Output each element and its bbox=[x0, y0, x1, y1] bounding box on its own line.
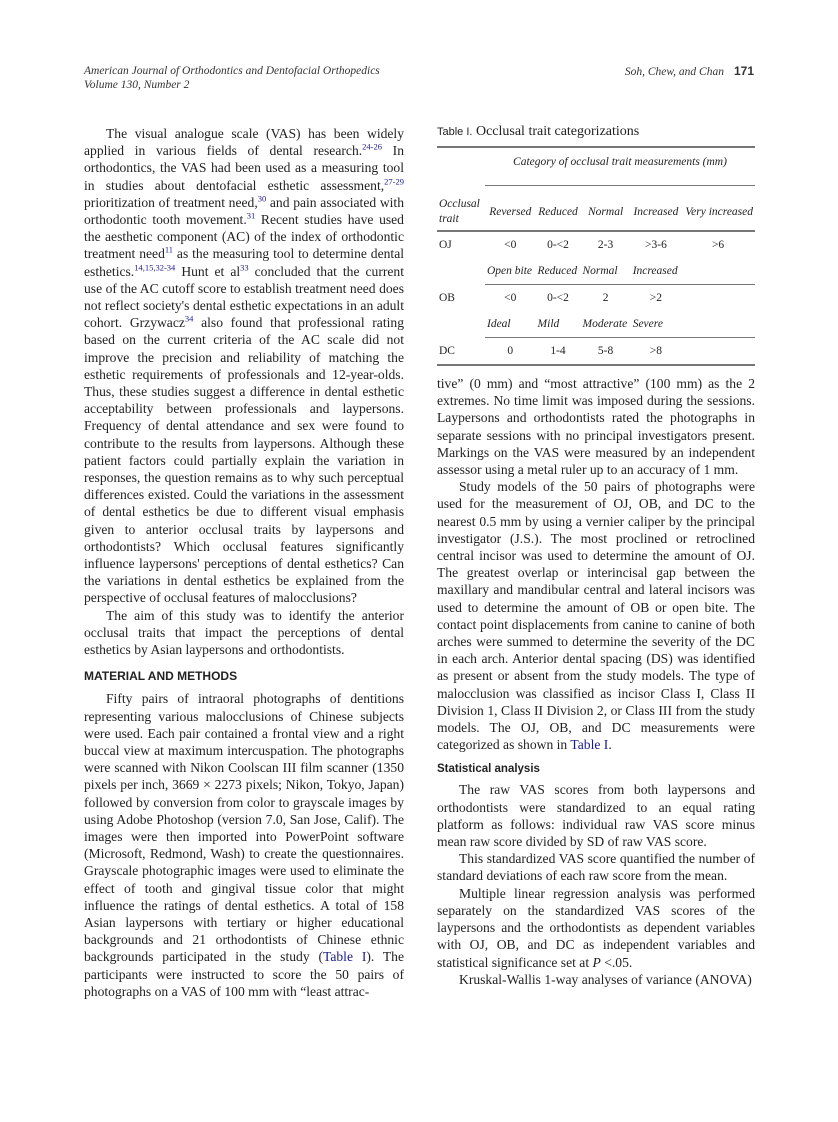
paragraph bbox=[437, 885, 755, 971]
row-header: Occlusal trait bbox=[439, 198, 480, 225]
text: The visual analogue scale (VAS) has been widely applied in various fields of dental research. bbox=[84, 126, 404, 159]
column-header: Very increased bbox=[685, 205, 753, 218]
text: Multiple linear regression analysis was performed separately on the standardized VAS scores of the laypersons and the orthodontists as dependent variables with OJ, OB, and DC as independent variables and statistical significance set at bbox=[437, 885, 755, 970]
trait-cell: OJ bbox=[439, 239, 452, 251]
table-cell: 1-4 bbox=[550, 345, 566, 357]
paragraph bbox=[84, 690, 404, 1000]
table-cell: <0 bbox=[504, 292, 517, 304]
trait-cell bbox=[437, 258, 485, 284]
paragraph bbox=[437, 850, 755, 884]
table-reference-link[interactable]: Table I bbox=[570, 737, 609, 753]
text: . bbox=[608, 737, 612, 753]
table-cell: 5-8 bbox=[597, 345, 614, 357]
table-cell: >8 bbox=[649, 345, 663, 357]
trait-cell bbox=[437, 311, 485, 337]
citation-link[interactable]: 33 bbox=[240, 262, 249, 273]
text: Fifty pairs of intraoral photographs of dentitions representing various malocclusions of Chinese subjects were used. Each pair contained a frontal view and a right buccal view at maximum intercuspation. The photographs were scanned with Nikon Coolscan III film scanner (1350 pixels per inch, 3669 × 2273 pixels; Nikon, Tokyo, Japan) followed by conversion from color to grayscale images by using Adobe Photoshop (version 7.0, San Jose, Calif). The images were then imported into PowerPoint software (Microsoft, Redmond, Wash) to create the questionnaires. Grayscale photographic images were used to eliminate the effect of tooth and gingival tissue color that might influence the ratings of dental esthetics. A total of 158 Asian laypersons with tertiary or higher educational backgrounds and 21 orthodontists of Chinese ethnic backgrounds participated in the study ( bbox=[84, 691, 404, 965]
text: as the measuring tool to determine dental esthetics. bbox=[84, 246, 405, 279]
journal-volume: Volume 130, Number 2 bbox=[84, 79, 190, 91]
journal-name: American Journal of Orthodontics and Dentofacial Orthopedics bbox=[84, 65, 380, 77]
table-cell: Reduced bbox=[537, 265, 578, 277]
left-column bbox=[84, 125, 404, 1000]
text: Recent studies have used the aesthetic component (AC) of the index of orthodontic treatment need bbox=[84, 212, 404, 262]
trait-cell: DC bbox=[439, 345, 455, 357]
running-header-right bbox=[625, 64, 754, 79]
text: Study models of the 50 pairs of photographs were used for the measurement of OJ, OB, and DC to the nearest 0.5 mm by using a vernier caliper by the principal investigator (J.S.). The most proclined or retroclined central incisor was used to determine the amount of OJ. The greatest overlap or interincisal gap between the maxillary and mandibular central and lateral incisors was used to determine the amount of OB or open bite. The contact point displacements from canine to canine of both arches were summed to determine the severity of the DC in each arch. Anterior dental spacing (DS) was identified as present or absent from the study models. The type of malocclusion was classified as incisor Class I, Class II Division 1, Class II Division 2, or Class III from the study models. The OJ, OB, and DC measurements were categorized as shown in bbox=[437, 479, 755, 753]
text: Hunt et al bbox=[175, 263, 241, 279]
table-cell: Increased bbox=[632, 265, 678, 277]
table-row bbox=[437, 311, 755, 337]
authors: Soh, Chew, and Chan bbox=[624, 66, 724, 78]
table-label: Table I. bbox=[437, 126, 473, 138]
italic-text: P bbox=[592, 954, 601, 970]
paragraph bbox=[84, 125, 404, 607]
citation-link[interactable]: 27-29 bbox=[384, 176, 404, 187]
text: tive” (0 mm) and “most attractive” (100 mm) as the 2 extremes. No time limit was imposed during the sessions. Laypersons and orthodontists rated the photographs in separate sessions with no principal investigators present. Markings on the VAS were measured by an independent assessor using a metal ruler up to an accuracy of 1 mm. bbox=[437, 376, 755, 478]
citation-link[interactable]: 34 bbox=[184, 313, 194, 324]
table-cell: Severe bbox=[632, 318, 663, 330]
table-cell: Ideal bbox=[487, 318, 511, 330]
table-cell: 0 bbox=[507, 345, 514, 357]
table-title: Occlusal trait categorizations bbox=[475, 124, 640, 139]
paragraph bbox=[437, 781, 755, 850]
table-cell: 0-<2 bbox=[547, 239, 569, 251]
text: The raw VAS scores from both laypersons and orthodontists were standardized to an equal rating platform as follows: individual raw VAS score minus mean raw score divided by SD of raw VAS score. bbox=[437, 782, 755, 850]
citation-link[interactable]: 11 bbox=[164, 244, 174, 255]
table-cell bbox=[681, 258, 755, 284]
text: The aim of this study was to identify the anterior occlusal traits that impact the perceptions of dental esthetics by Asian laypersons and orthodontists. bbox=[84, 607, 404, 658]
table-cell: Moderate bbox=[582, 318, 628, 330]
table-row bbox=[437, 338, 755, 364]
text: ). The participants were instructed to score the 50 pairs of photographs on a VAS of 100 mm with “least attrac- bbox=[84, 949, 405, 999]
table-cell bbox=[681, 285, 755, 311]
paragraph bbox=[437, 478, 755, 753]
citation-link[interactable]: 14,15,32-34 bbox=[134, 262, 176, 273]
paragraph bbox=[437, 375, 755, 478]
citation-link[interactable]: 30 bbox=[257, 193, 267, 204]
group-header: Category of occlusal trait measurements (mm) bbox=[513, 156, 727, 168]
occlusal-trait-table bbox=[437, 148, 755, 364]
column-header: Reduced bbox=[538, 205, 578, 218]
table-cell: Open bite bbox=[487, 265, 533, 277]
text: MATERIAL AND METHODS bbox=[84, 669, 238, 684]
text: prioritization of treatment need, bbox=[84, 194, 258, 210]
table-row bbox=[437, 285, 755, 311]
text: Statistical analysis bbox=[437, 763, 540, 776]
table-row bbox=[437, 258, 755, 284]
table-cell: >3-6 bbox=[645, 239, 667, 251]
table-cell: <0 bbox=[504, 239, 517, 251]
text: Kruskal-Wallis 1-way analyses of variance (ANOVA) bbox=[459, 971, 752, 987]
table-cell bbox=[681, 311, 755, 337]
table-reference-link[interactable]: Table I bbox=[322, 949, 367, 965]
table-row bbox=[437, 232, 755, 258]
page-number: 171 bbox=[733, 64, 754, 78]
table-caption bbox=[437, 124, 755, 140]
table-cell: Normal bbox=[582, 265, 618, 277]
citation-link[interactable]: 31 bbox=[246, 210, 256, 221]
text: concluded that the current use of the AC cutoff score to establish treatment need does not reflect society's dental esthetic expectations in an adult cohort. Grzywacz bbox=[84, 263, 404, 331]
paragraph bbox=[84, 607, 404, 659]
column-header: Increased bbox=[633, 205, 679, 218]
table-1 bbox=[437, 124, 755, 366]
table-cell: Mild bbox=[537, 318, 560, 330]
right-column bbox=[437, 375, 755, 988]
running-header-left bbox=[84, 64, 380, 92]
table-cell: >6 bbox=[711, 239, 725, 251]
trait-cell: OB bbox=[439, 292, 455, 304]
text: This standardized VAS score quantified the number of standard deviations of each raw score from the mean. bbox=[437, 851, 755, 884]
table-cell: 2-3 bbox=[597, 239, 614, 251]
paragraph bbox=[437, 971, 755, 988]
column-header: Reversed bbox=[489, 205, 532, 218]
citation-link[interactable]: 24-26 bbox=[362, 141, 382, 152]
column-header: Normal bbox=[588, 205, 624, 218]
text: <.05. bbox=[600, 954, 633, 970]
table-cell: >2 bbox=[649, 292, 663, 304]
section-heading bbox=[437, 761, 755, 777]
text: In orthodontics, the VAS had been used as a measuring tool in studies about dentofacial esthetic assessment, bbox=[84, 143, 404, 193]
text: and pain associated with orthodontic tooth movement. bbox=[84, 194, 404, 228]
table-cell: 0-<2 bbox=[547, 292, 569, 304]
section-heading bbox=[84, 668, 404, 684]
table-cell: 2 bbox=[602, 292, 609, 304]
text: also found that professional rating based on the current criteria of the AC scale did not improve the precision and reliability of matching the esthetic requirements of professionals and 12-year-olds. Thus, these studies suggest a difference in dental esthetic acceptability between professionals and laypersons. Frequency of dental attendance and sex were found to contribute to the results from laypersons. Although these patient factors could partially explain the variation in responses, the question remains as to why such perceptual differences existed. Could the variations in the assessment of dental esthetics be due to different visual emphasis given to anterior occlusal traits by laypersons and orthodontists? Which occlusal features significantly influence laypersons' perceptions of dental esthetics? Can the variations in dental esthetics be explained from the perspective of occlusal features of malocclusions? bbox=[84, 315, 404, 606]
table-cell bbox=[681, 338, 755, 364]
